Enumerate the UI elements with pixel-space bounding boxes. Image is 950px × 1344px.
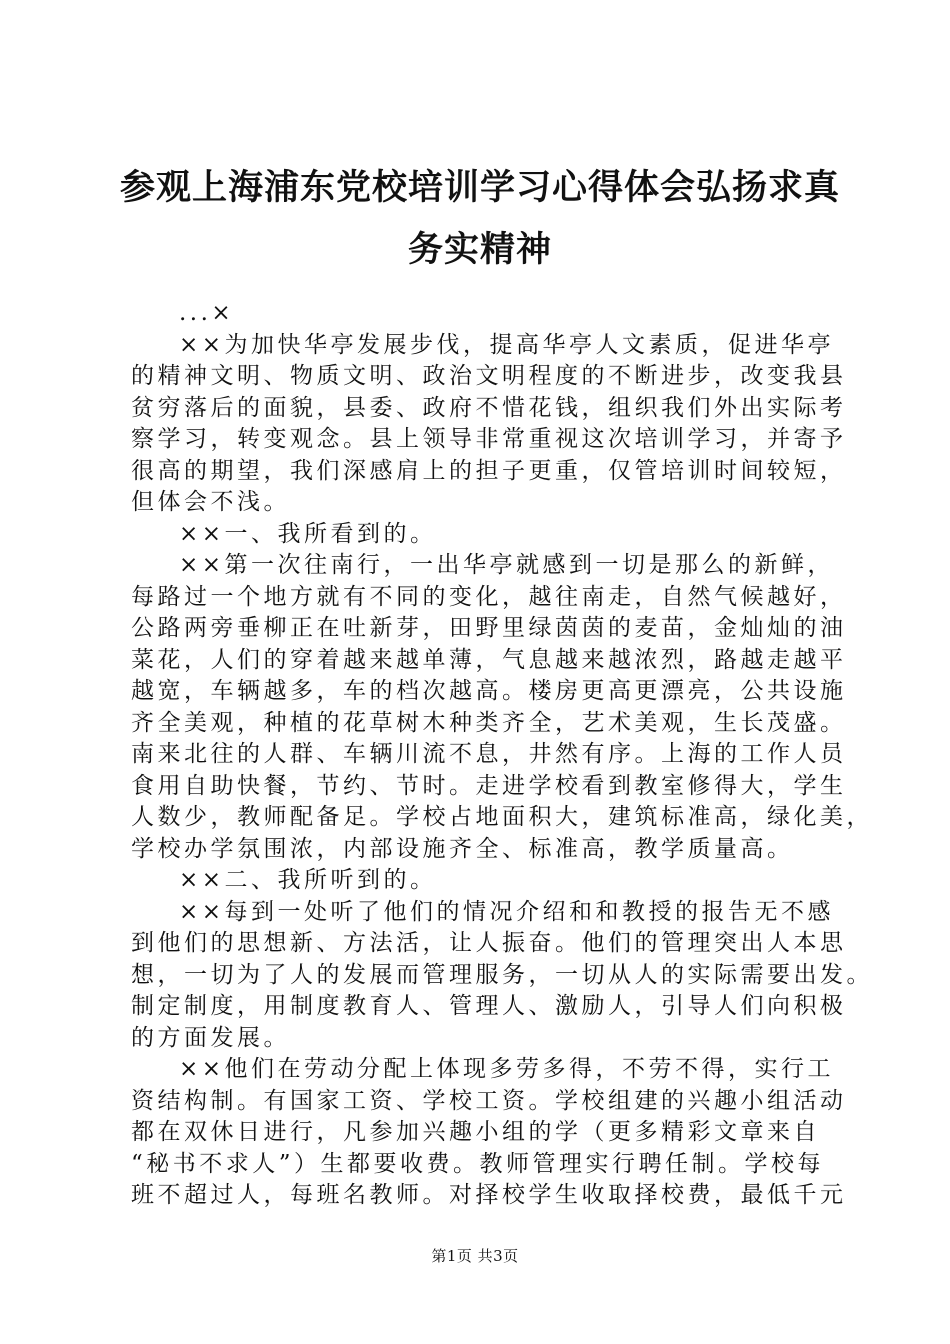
body-text-line: 人数少，教师配备足。学校占地面积大，建筑标准高，绿化美， bbox=[131, 804, 873, 830]
body-text-line: 但体会不浅。 bbox=[131, 489, 290, 515]
body-text-line: 菜花，人们的穿着越来越单薄，气息越来越浓烈，路越走越平 bbox=[131, 646, 847, 673]
document-body bbox=[131, 298, 873, 1212]
body-text-line: 学校办学氛围浓，内部设施齐全、标准高，教学质量高。 bbox=[131, 835, 794, 862]
body-text-line: ××他们在劳动分配上体现多劳多得，不劳不得，实行工 bbox=[179, 1056, 835, 1082]
body-text-line: 的精神文明、物质文明、政治文明程度的不断进步，改变我县 bbox=[131, 363, 847, 389]
body-text-line: 都在双休日进行，凡参加兴趣小组的学（更多精彩文章来自 bbox=[131, 1119, 820, 1145]
body-text-line: 食用自助快餐，节约、节时。走进学校看到教室修得大，学生 bbox=[131, 772, 847, 799]
body-text-line: 察学习，转变观念。县上领导非常重视这次培训学习，并寄予 bbox=[131, 426, 847, 452]
body-text-line: 越宽，车辆越多，车的档次越高。楼房更高更漂亮，公共设施 bbox=[131, 678, 847, 704]
body-text-line: 齐全美观，种植的花草树木种类齐全，艺术美观，生长茂盛。 bbox=[131, 709, 847, 736]
body-text-line: 南来北往的人群、车辆川流不息，井然有序。上海的工作人员 bbox=[131, 741, 847, 767]
body-text-line: ××为加快华亭发展步伐，提高华亭人文素质，促进华亭 bbox=[179, 331, 835, 358]
body-text-line: 资结构制。有国家工资、学校工资。学校组建的兴趣小组活动 bbox=[131, 1087, 847, 1114]
body-text-line: ...× bbox=[179, 300, 235, 326]
body-text-line: 很高的期望，我们深感肩上的担子更重，仅管培训时间较短， bbox=[131, 457, 847, 484]
document-title-line-2: 务实精神 bbox=[407, 230, 552, 270]
body-text-line: 贫穷落后的面貌，县委、政府不惜花钱，组织我们外出实际考 bbox=[131, 394, 847, 421]
body-text-line: 的方面发展。 bbox=[131, 1024, 290, 1051]
body-text-line: 班不超过人，每班名教师。对择校学生收取择校费，最低千元 bbox=[131, 1182, 847, 1208]
body-text-line: 每路过一个地方就有不同的变化，越往南走，自然气候越好， bbox=[131, 583, 847, 610]
body-text-line: 到他们的思想新、方法活，让人振奋。他们的管理突出人本思 bbox=[131, 930, 847, 956]
body-text-line: 想，一切为了人的发展而管理服务，一切从人的实际需要出发。 bbox=[131, 961, 873, 988]
body-text-line: “秘书不求人”）生都要收费。教师管理实行聘任制。学校每 bbox=[131, 1150, 825, 1177]
body-text-line: 制定制度，用制度教育人、管理人、激励人，引导人们向积极 bbox=[131, 993, 847, 1019]
body-text-line: ××每到一处听了他们的情况介绍和和教授的报告无不感 bbox=[179, 898, 835, 925]
body-text-line: ××一、我所看到的。 bbox=[179, 520, 437, 547]
document-title-line-1: 参观上海浦东党校培训学习心得体会弘扬求真 bbox=[120, 168, 841, 208]
body-text-line: ××第一次往南行，一出华亭就感到一切是那么的新鲜， bbox=[179, 552, 835, 578]
body-text-line: ××二、我所听到的。 bbox=[179, 867, 437, 893]
body-text-line: 公路两旁垂柳正在吐新芽，田野里绿茵茵的麦苗，金灿灿的油 bbox=[131, 615, 847, 641]
page-footer: 第1页 共3页 bbox=[431, 1247, 519, 1265]
